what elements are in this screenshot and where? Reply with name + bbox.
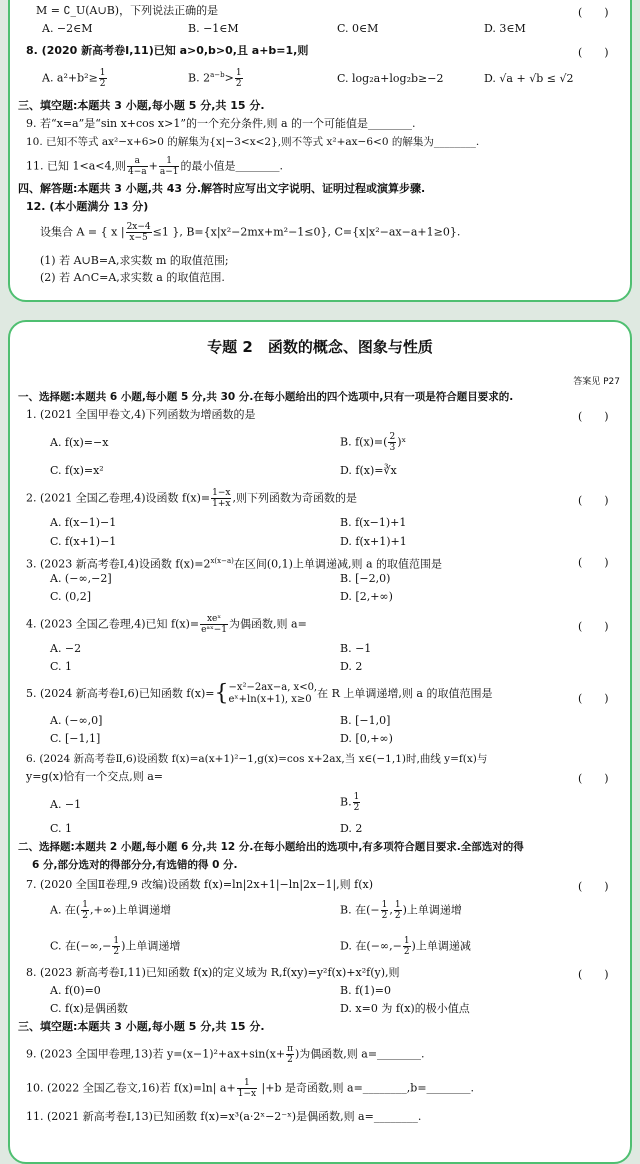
option-d: D. 2 xyxy=(340,660,363,673)
option-d: D. f(x+1)+1 xyxy=(340,535,407,548)
option-b: B. f(x−1)+1 xyxy=(340,516,407,529)
option-b: B. f(1)=0 xyxy=(340,984,391,997)
question-12-part-1: (1) 若 A∪B=A,求实数 m 的取值范围; xyxy=(40,254,229,267)
answer-paren: ( ) xyxy=(578,772,609,785)
option-d: D. √a + √b ≤ √2 xyxy=(484,72,574,85)
option-d: D. 3∈M xyxy=(484,22,526,35)
option-c: C. f(x+1)−1 xyxy=(50,535,117,548)
question-9: 9. (2023 全国甲卷理,13)若 y=(x−1)²+ax+sin(x+ $\frac{\pi}{2}$ )为偶函数,则 a=________. xyxy=(26,1044,425,1065)
option-a: A. f(0)=0 xyxy=(50,984,101,997)
question-1-stem: 1. (2021 全国甲卷文,4)下列函数为增函数的是 xyxy=(26,408,256,421)
option-a: A. −1 xyxy=(50,798,82,811)
option-c: C. [−1,1] xyxy=(50,732,101,745)
option-c: C. log₂a+log₂b≥−2 xyxy=(337,72,444,85)
answer-reference: 答案见 P27 xyxy=(573,377,620,387)
option-a: A. f(x−1)−1 xyxy=(50,516,117,529)
answer-paren: ( ) xyxy=(578,968,609,981)
answer-paren: ( ) xyxy=(578,494,609,507)
option-a: A. 在( $\frac{1}{2}$ ,+∞)上单调递增 xyxy=(50,900,172,921)
option-b: B. −1 xyxy=(340,642,372,655)
option-b: B. [−1,0] xyxy=(340,714,391,727)
option-b: B. [−2,0) xyxy=(340,572,391,585)
option-c: C. 在(−∞,− $\frac{1}{2}$ )上单调递增 xyxy=(50,936,181,957)
option-a: A. −2 xyxy=(50,642,82,655)
question-12-title: 12. (本小题满分 13 分) xyxy=(26,200,149,213)
option-c: C. (0,2] xyxy=(50,590,92,603)
question-8-stem: 8. (2023 新高考卷Ⅰ,11)已知函数 f(x)的定义域为 R,f(xy)=y²f(x)+x²f(y),则 xyxy=(26,966,400,979)
option-c: C. 1 xyxy=(50,822,73,835)
option-b: B. $2^{a-b}>$ $\frac{1}{2}$ xyxy=(188,68,242,90)
previous-topic-card xyxy=(8,0,632,302)
question-9: 9. 若“x=a”是“sin x+cos x>1”的一个充分条件,则 a 的一个可能值是________. xyxy=(26,117,416,130)
option-b: B. $\frac{1}{2}$ xyxy=(340,792,360,813)
option-d: D. 2 xyxy=(340,822,363,835)
question-5-stem: 5. (2024 新高考卷Ⅰ,6)已知函数 f(x)={ −x²−2ax−a, x<0, eˣ+ln(x+1), x≥0 在 R 上单调递增,则 a 的取值范围是 xyxy=(26,681,493,706)
answer-paren: ( ) xyxy=(578,880,609,893)
option-a: A. (−∞,−2] xyxy=(50,572,112,585)
answer-paren: ( ) xyxy=(578,620,609,633)
option-d: D. 在(−∞,− $\frac{1}{2}$ )上单调递减 xyxy=(340,936,471,957)
question-8-stem: 8. (2020 新高考卷Ⅰ,11)已知 a>0,b>0,且 a+b=1,则 xyxy=(26,44,309,57)
question-10: 10. (2022 全国乙卷文,16)若 f(x)=ln| a+ $\frac{1}{1-x}$ |+b 是奇函数,则 a=________,b=________. xyxy=(26,1078,475,1099)
option-d: D. [2,+∞) xyxy=(340,590,393,603)
option-a: A. a²+b²≥ $\frac{1}{2}$ xyxy=(42,68,106,89)
option-b: B. −1∈M xyxy=(188,22,239,35)
fill-in-section-header: 三、填空题:本题共 3 小题,每小题 5 分,共 15 分. xyxy=(18,1020,265,1033)
option-c: C. f(x)=x² xyxy=(50,464,104,477)
option-a: A. f(x)=−x xyxy=(50,436,109,449)
mc-section-header: 一、选择题:本题共 6 小题,每小题 5 分,共 30 分.在每小题给出的四个选项中,只有一项是符合题目要求的. xyxy=(18,391,514,403)
question-6-line-1: 6. (2024 新高考卷Ⅱ,6)设函数 f(x)=a(x+1)²−1,g(x)=cos x+2ax,当 x∈(−1,1)时,曲线 y=f(x)与 xyxy=(26,753,488,765)
multi-choice-header-line-1: 二、选择题:本题共 2 小题,每小题 6 分,共 12 分.在每小题给出的选项中,有多项符合题目要求.全部选对的得 xyxy=(18,841,524,853)
answer-section-header: 四、解答题:本题共 3 小题,共 43 分.解答时应写出文字说明、证明过程或演算步骤. xyxy=(18,182,426,195)
answer-paren: ( ) xyxy=(578,692,609,705)
question-11: 11. (2021 新高考卷Ⅰ,13)已知函数 f(x)=x³(a·2ˣ−2⁻ˣ)是偶函数,则 a=________. xyxy=(26,1110,422,1123)
topic-title: 专题 2 函数的概念、图象与性质 xyxy=(207,338,433,356)
answer-paren: ( ) xyxy=(578,46,609,59)
question-3-stem: 3. (2023 新高考卷Ⅰ,4)设函数 $f(x)=2^{x(x-a)}$在区间(0,1)上单调递减,则 a 的取值范围是 xyxy=(26,557,443,571)
question-12-part-2: (2) 若 A∩C=A,求实数 a 的取值范围. xyxy=(40,271,225,284)
option-d: D. x=0 为 f(x)的极小值点 xyxy=(340,1002,470,1015)
question-10: 10. 已知不等式 ax²−x+6>0 的解集为{x|−3<x<2},则不等式 x²+ax−6<0 的解集为________. xyxy=(26,136,480,148)
multi-choice-header-line-2: 6 分,部分选对的得部分分,有选错的得 0 分. xyxy=(32,859,238,871)
option-b: B. f(x)=( $\frac{2}{3}$ )ˣ xyxy=(340,432,407,453)
question-11: 11. 已知 1<a<4,则 $\frac{a}{4-a}$ + $\frac{1}{a-1}$ 的最小值是________. xyxy=(26,156,283,177)
answer-paren: ( ) xyxy=(578,6,609,19)
question-6-line-2: y=g(x)恰有一个交点,则 a= xyxy=(26,770,164,783)
question-2-stem: 2. (2021 全国乙卷理,4)设函数 f(x)= $\frac{1-x}{1+x}$ ,则下列函数为奇函数的是 xyxy=(26,488,357,509)
answer-paren: ( ) xyxy=(578,556,609,569)
option-c: C. 1 xyxy=(50,660,73,673)
option-a: A. (−∞,0] xyxy=(50,714,103,727)
option-c: C. f(x)是偶函数 xyxy=(50,1002,128,1015)
option-b: B. 在(− $\frac{1}{2}$ , $\frac{1}{2}$ )上单调递增 xyxy=(340,900,462,921)
option-c: C. 0∈M xyxy=(337,22,379,35)
fill-in-section-header: 三、填空题:本题共 3 小题,每小题 5 分,共 15 分. xyxy=(18,99,265,112)
answer-paren: ( ) xyxy=(578,410,609,423)
option-d: D. f(x)=∛x xyxy=(340,464,397,477)
question-4-stem: 4. (2023 全国乙卷理,4)已知 f(x)= $\frac{\text{xeˣ}}{\text{eᵃˣ−1}}$ 为偶函数,则 a= xyxy=(26,614,307,635)
topic-2-card xyxy=(8,320,632,1164)
question-12-sets: 设集合 A = { x | $\frac{2x-4}{x-5}$ ≤1 }, B={x|x²−2mx+m²−1≤0}, C={x|x²−ax−a+1≥0}. xyxy=(40,222,461,243)
option-d: D. [0,+∞) xyxy=(340,732,393,745)
question-7-stem: 7. (2020 全国Ⅱ卷理,9 改编)设函数 f(x)=ln|2x+1|−ln|2x−1|,则 f(x) xyxy=(26,878,374,891)
option-a: A. −2∈M xyxy=(42,22,93,35)
question-7-stem: M = ∁_U(A∪B)，下列说法正确的是 xyxy=(36,4,219,17)
